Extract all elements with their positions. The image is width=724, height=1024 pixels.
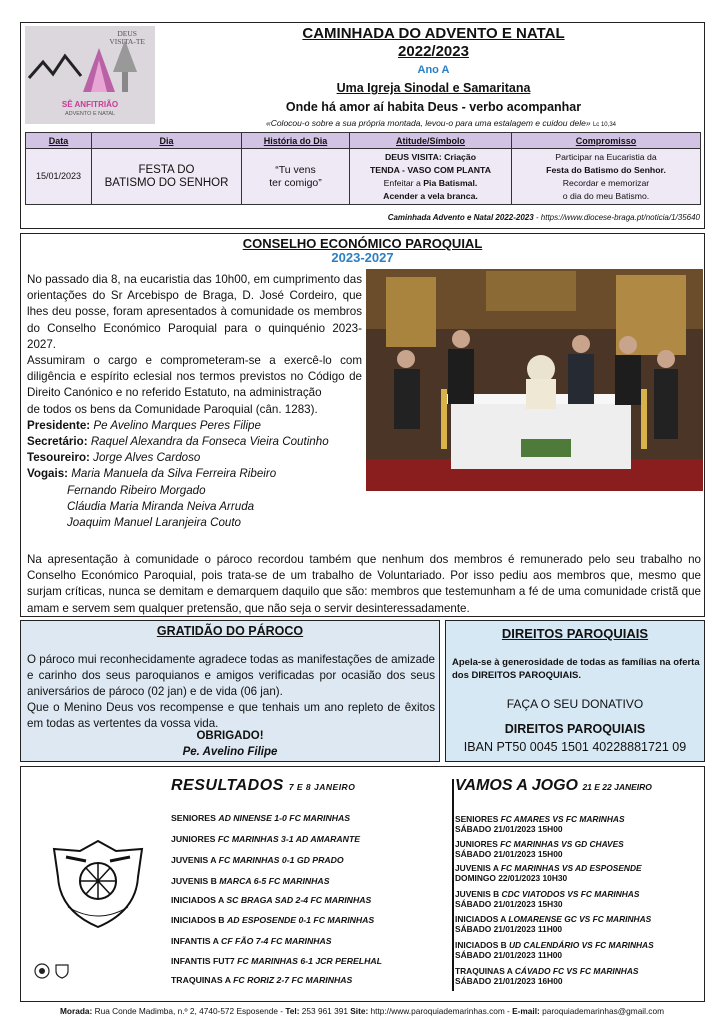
logo-sub: ADVENTO E NATAL [64,111,116,117]
direitos-section [445,620,705,762]
direitos-appeal: Apela-se à generosidade de todas as famílias na oferta dos DIREITOS PAROQUIAIS. [452,657,700,681]
member-presidente: Presidente: Pe Avelino Marques Peres Filipe [27,418,261,432]
conselho-closing-paragraph: Na apresentação à comunidade o pároco recordou também que nenhum dos membros é remunerado pelo seu trabalho no Conselho Económico Paroquial, pois trata-se de um trabalho de Voluntariado. Por isso pediu aos membros que, mesmo que surjam críticas, nunca se demitam e demarquem daquilo que são: membros que testemunham a fé de uma comunidade cristã que amam e servem sem qualquer pretensão, que não seja o servir desinteressadamente. [27,553,701,615]
iban: IBAN PT50 0045 1501 40228881721 09 [463,740,687,754]
fixture-item: JUNIORES FC MARINHAS VS GD CHAVES SÁBADO 21/01/2023 15H00 [455,839,624,859]
col-header-compromisso: Compromisso [512,133,701,149]
cell-historia: “Tu vens ter comigo” [242,149,350,205]
page-years: 2022/2023 [398,43,469,60]
fixture-item: JUVENIS B CDC VIATODOS VS FC MARINHAS SÁBADO 21/01/2023 15H30 [455,889,640,909]
col-header-dia: Dia [92,133,242,149]
result-item: INFANTIS FUT7 FC MARINHAS 6-1 JCR PERELHAL [171,956,382,966]
cell-data: 15/01/2023 [26,149,92,205]
shield-icon [54,963,70,979]
cell-atitude: DEUS VISITA: Criação TENDA - VASO COM PLANTA Enfeitar a Pia Batismal. Acender a vela branca. [350,149,512,205]
col-header-historia: História do Dia [242,133,350,149]
bible-quote: «Colocou-o sobre a sua própria montada, levou-o para uma estalagem e cuidou dele» Lc 10,34 [265,118,616,128]
donation-cta: FAÇA O SEU DONATIVO [506,697,644,711]
church-photo [366,269,703,491]
col-header-data: Data [26,133,92,149]
result-item: TRAQUINAS A FC RORIZ 2-7 FC MARINHAS [171,975,353,985]
header-section [20,22,705,229]
conselho-period: 2023-2027 [331,250,394,265]
email-link[interactable]: paroquiademarinhas@gmail.com [539,1006,664,1016]
site-link[interactable]: http://www.paroquiademarinhas.com - [368,1006,513,1016]
result-item: INICIADOS B AD ESPOSENDE 0-1 FC MARINHAS [171,915,375,925]
column-divider [452,779,454,991]
result-item: JUNIORES FC MARINHAS 3-1 AD AMARANTE [171,834,361,844]
direitos-title: DIREITOS PAROQUIAIS [501,626,649,641]
footer-address: Morada: Rua Conde Madimba, n.º 2, 4740-572 Esposende - Tel: 253 961 391 Site: http://www.paroquiademarinhas.com - E-mail: paroquiademarinhas@gmail.com [60,1006,664,1016]
subtitle-2: Onde há amor aí habita Deus - verbo acompanhar [285,100,582,114]
sports-section [20,766,705,1002]
result-item: INICIADOS A SC BRAGA SAD 2-4 FC MARINHAS [171,895,372,905]
paragraph: Assumiram o cargo e comprometeram-se a exercê-lo com diligência e espírito eclesial nos termos previstos no Código de Direito Canónico e no referido Estatuto, na administração [27,354,362,400]
result-item: SENIORES AD NINENSE 1-0 FC MARINHAS [171,813,351,823]
gratidao-thanks: OBRIGADO! [196,730,264,742]
fixture-item: JUVENIS A FC MARINHAS VS AD ESPOSENDE DOMINGO 22/01/2023 10H30 [455,863,642,883]
badge-icon [34,963,50,979]
conselho-body [27,272,362,531]
result-item: JUVENIS A FC MARINHAS 0-1 GD PRADO [171,855,344,865]
cell-compromisso: Participar na Eucaristia da Festa do Batismo do Senhor. Recordar e memorizar o dia do meu Batismo. [512,149,701,205]
year-letter: Ano A [417,64,450,76]
cell-dia: FESTA DO BATISMO DO SENHOR [92,149,242,205]
fixture-item: INICIADOS A LOMARENSE GC VS FC MARINHAS SÁBADO 21/01/2023 11H00 [455,914,652,934]
resultados-title: RESULTADOS 7 E 8 JANEIRO [171,777,356,794]
fc-marinhas-crest-icon [46,837,150,931]
col-header-atitude: Atitude/Símbolo [350,133,512,149]
gratidao-section [20,620,440,762]
paragraph: de todos os bens da Comunidade Paroquial (cân. 1283). [27,402,318,416]
gratidao-title: GRATIDÃO DO PÁROCO [156,624,304,638]
page-title: CAMINHADA DO ADVENTO E NATAL [302,25,565,42]
member-vogal: Fernando Ribeiro Morgado [67,483,206,497]
conselho-title: CONSELHO ECONÓMICO PAROQUIAL [242,236,483,251]
fixture-item: TRAQUINAS A CÁVADO FC VS FC MARINHAS SÁBADO 21/01/2023 16H00 [455,966,639,986]
subtitle-1: Uma Igreja Sinodal e Samaritana [336,81,531,95]
member-vogal: Joaquim Manuel Laranjeira Couto [67,516,242,530]
logo-title: DEUS VISITA-TE [109,29,145,46]
vamos-a-jogo-title: VAMOS A JOGO 21 E 22 JANEIRO [455,777,652,794]
gratidao-body [27,652,435,732]
paragraph: No passado dia 8, na eucaristia das 10h00, em cumprimento das orientações do Sr Arcebispo de Braga, D. José Cordeiro, que lhes deu posse, foram apresentados à comunidade os membros do Conselho Económico Paroquial para o quinquénio 2023-2027. [27,273,362,351]
conselho-section [20,233,705,617]
member-vogais: Vogais: Maria Manuela da Silva Ferreira Ribeiro [27,467,277,481]
gratidao-signature: Pe. Avelino Filipe [182,746,278,758]
result-item: INFANTIS A CF FÃO 7-4 FC MARINHAS [171,936,332,946]
member-secretario: Secretário: Raquel Alexandra da Fonseca Vieira Coutinho [27,435,329,449]
table-row [26,149,701,205]
paragraph: Que o Menino Deus vos recompense e que tenhais um ano repleto de êxitos em todas as vertentes da vossa vida. [27,701,435,730]
fixture-item: SENIORES FC AMARES VS FC MARINHAS SÁBADO 21/01/2023 15H00 [455,814,625,834]
direitos-label: DIREITOS PAROQUIAIS [504,722,646,736]
source-footnote: Caminhada Advento e Natal 2022-2023 - https://www.diocese-braga.pt/noticia/1/35640 [387,213,700,222]
paragraph: O pároco mui reconhecidamente agradece todas as manifestações de amizade e carinho dos seus paroquianos e amigos verificadas por ocasião dos seus aniversários de pároco (02 jan) e de vida (06 jan). [27,653,435,698]
member-vogal: Cláudia Maria Miranda Neiva Arruda [67,499,255,513]
result-item: JUVENIS B MARCA 6-5 FC MARINHAS [171,876,330,886]
fixture-item: INICIADOS B UD CALENDÁRIO VS FC MARINHAS SÁBADO 21/01/2023 11H00 [455,940,654,960]
logo-brand: SÊ ANFITRIÃO [61,100,119,109]
member-tesoureiro: Tesoureiro: Jorge Alves Cardoso [27,451,201,465]
deus-visita-te-logo [25,26,155,124]
schedule-table [25,132,701,205]
